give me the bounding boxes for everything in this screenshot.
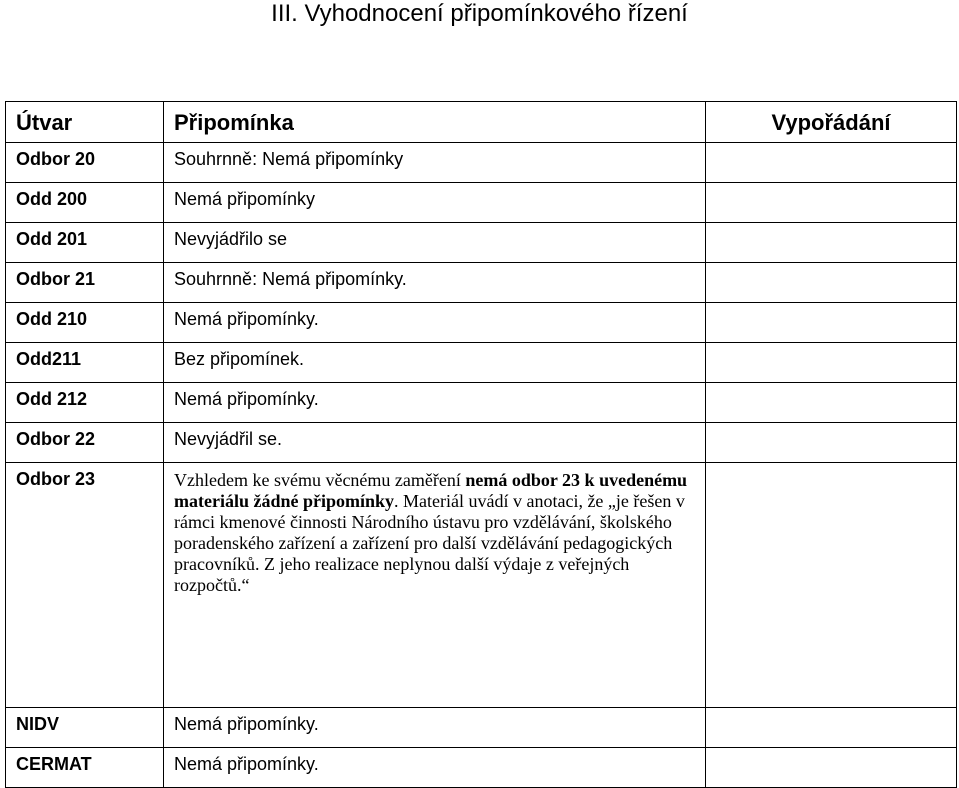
resolution-cell: [706, 423, 957, 463]
comment-cell: Nemá připomínky.: [164, 708, 706, 748]
table-row: [6, 463, 957, 708]
table-row: [6, 383, 957, 423]
table-row: [6, 708, 957, 748]
unit-cell: Odd 210: [6, 303, 164, 343]
unit-cell: Odbor 22: [6, 423, 164, 463]
resolution-cell: [706, 143, 957, 183]
unit-cell: Odbor 23: [6, 463, 164, 708]
unit-cell: Odbor 21: [6, 263, 164, 303]
comment-cell: Nemá připomínky.: [164, 748, 706, 788]
resolution-cell: [706, 183, 957, 223]
unit-cell: Odd 212: [6, 383, 164, 423]
table-row: [6, 263, 957, 303]
comment-cell: Souhrnně: Nemá připomínky.: [164, 263, 706, 303]
comment-cell-long: [164, 463, 706, 708]
table-row: [6, 223, 957, 263]
table-row: [6, 343, 957, 383]
comment-cell: Nevyjádřil se.: [164, 423, 706, 463]
comment-cell: Nemá připomínky: [164, 183, 706, 223]
comment-cell: Nemá připomínky.: [164, 303, 706, 343]
table-row: [6, 423, 957, 463]
comment-text-intro: Vzhledem ke svému věcnému zaměření: [174, 470, 466, 490]
comment-cell: Souhrnně: Nemá připomínky: [164, 143, 706, 183]
table-header-row: [6, 102, 957, 143]
table-row: [6, 748, 957, 788]
unit-cell: Odd211: [6, 343, 164, 383]
unit-cell: CERMAT: [6, 748, 164, 788]
resolution-cell: [706, 343, 957, 383]
resolution-cell: [706, 263, 957, 303]
unit-cell: Odbor 20: [6, 143, 164, 183]
resolution-cell: [706, 748, 957, 788]
comment-text-bold: nemá odbor 23 k uvedenému materiálu žádné připomínky: [174, 470, 688, 511]
page-title: III. Vyhodnocení připomínkového řízení: [271, 0, 688, 27]
comment-cell: Nemá připomínky.: [164, 383, 706, 423]
resolution-cell: [706, 463, 957, 708]
header-comment: Připomínka: [164, 102, 706, 143]
resolution-cell: [706, 383, 957, 423]
table-row: [6, 183, 957, 223]
resolution-cell: [706, 223, 957, 263]
unit-cell: Odd 201: [6, 223, 164, 263]
unit-cell: NIDV: [6, 708, 164, 748]
resolution-cell: [706, 303, 957, 343]
table-row: [6, 303, 957, 343]
comments-table: [5, 101, 957, 788]
header-unit: Útvar: [6, 102, 164, 143]
comment-cell: Bez připomínek.: [164, 343, 706, 383]
header-resolution: Vypořádání: [706, 102, 957, 143]
comment-text-rest: . Materiál uvádí v anotaci, že „je řešen v rámci kmenové činnosti Národního ústavu pro vzdělávání, školského poradenského zařízení a zařízení pro další vzdělávání pedagogických pracovníků. Z jeho realizace neplynou další výdaje z veřejných rozpočtů.“: [174, 491, 685, 595]
unit-cell: Odd 200: [6, 183, 164, 223]
comment-cell: Nevyjádřilo se: [164, 223, 706, 263]
resolution-cell: [706, 708, 957, 748]
table-row: [6, 143, 957, 183]
